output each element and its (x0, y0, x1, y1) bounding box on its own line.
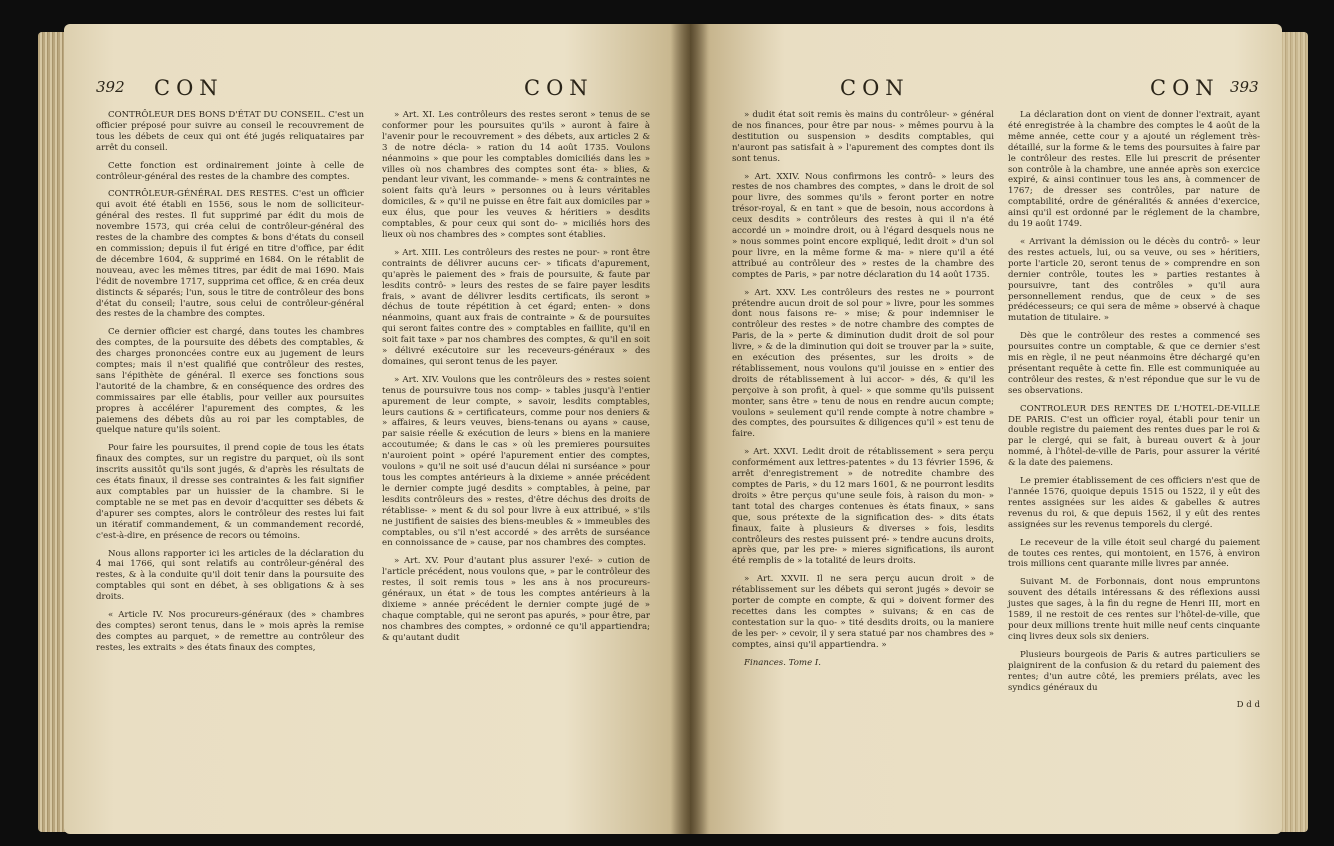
paragraph: « Arrivant la démission ou le décès du contrô- » leur des restes actuels, lui, ou sa veuve, ou ses » héritiers, porte l'article 20, seront tenus de » comprendre en son dernier contrôle, toutes les » parties restantes à poursuivre, tant des contrôles » qu'il aura personnellement rendus, que de ceux » de ses prédécesseurs; ce qui sera de même » observé à chaque mutation de titulaire. » (1008, 236, 1260, 324)
left-column-1 (96, 110, 364, 661)
paragraph: Ce dernier officier est chargé, dans toutes les chambres des comptes, de la poursuite des débets des comptables, & des charges prononcées contre eux au jugement de leurs comptes; mais il n'est qualifié que contrôleur des restes, sans l'épithète de général. Il exerce ses fonctions sous l'autorité de la chambre, & en conséquence des ordres des commissaires par elle établis, pour veiller aux poursuites propres à accélérer l'apurement des comptes, & les paiemens des débets dûs au roi par les comptables, de quelque nature qu'ils soient. (96, 327, 364, 436)
paragraph: Pour faire les poursuites, il prend copie de tous les états finaux des comptes, sur un registre du parquet, où ils sont inscrits aussitôt qu'ils sont jugés, & d'après les résultats de ces états finaux, il dresse ses contraintes & les fait signifier aux comptables par un huissier de la chambre. Si le comptable ne se met pas en devoir d'acquitter ses débets & d'apurer ses comptes, alors le contrôleur des restes lui fait un itératif commandement, & un commandement recordé, c'est-à-dire, en présence de recors ou témoins. (96, 443, 364, 541)
paragraph: La déclaration dont on vient de donner l'extrait, ayant été enregistrée à la chambre des comptes le 4 août de la même année, cette cour y a ajouté un réglement très-détaillé, sur la forme & le tems des poursuites à faire par le contrôleur des restes. Elle lui prescrit de présenter son contrôle à la chambre, une année après son exercice expiré, & ainsi continuer tous les ans, à commencer de 1767; de dresser ses contrôles, par nature de comptabilité, ordre de généralités & années d'exercice, ainsi qu'il est ordonné par le réglement de la chambre, du 19 août 1749. (1008, 110, 1260, 230)
paragraph: » Art. XI. Les contrôleurs des restes seront » tenus de se conformer pour les poursuites qu'ils » auront à faire à l'avenir pour le recouvrement » des débets, aux articles 2 & 3 de notre décla- » ration du 14 août 1735. Voulons néanmoins » que pour les comptables domiciliés dans les » villes où nos chambres des comptes sont éta- » blies, & pendant leur vivant, les commande- » mens & contraintes ne soient faits qu'à leurs » personnes ou à leurs véritables domiciles, & » qu'il ne puisse en être fait aux domiciles par » eux élus, que pour les veuves & héritiers » desdits comptables, & pour ceux qui sont do- » miciliés hors des lieux où nos chambres des » comptes sont établies. (382, 110, 650, 240)
paragraph: « Article IV. Nos procureurs-généraux (des » chambres des comptes) seront tenus, dans le » mois après la remise des comptes au parquet, » de remettre au contrôleur des restes, les extraits » des états finaux des comptes, (96, 610, 364, 653)
right-page-edges (1278, 32, 1308, 832)
footer-signature: Finances. Tome I. (744, 657, 822, 668)
paragraph: Plusieurs bourgeois de Paris & autres particuliers se plaignirent de la confusion & du retard du paiement des rentes; d'un autre côté, les premiers prélats, avec les syndics généraux du (1008, 649, 1260, 693)
right-column-2 (1008, 110, 1260, 718)
paragraph: Suivant M. de Forbonnais, dont nous empruntons souvent des détails intéressans & des réflexions aussi justes que sages, à la fin du regne de Henri III, mort en 1589, il ne restoit de ces rentes sur l'hôtel-de-ville, que pour deux millions trente huit mille neuf cents cinquante cinq livres deux sols six deniers. (1008, 577, 1260, 642)
left-page (64, 24, 690, 834)
paragraph: Nous allons rapporter ici les articles de la déclaration du 4 mai 1766, qui sont relatifs au contrôleur-général des restes, & à la conduite qu'il doit tenir dans la poursuite des comptables qui sont en débet, à ses obligations & à ses droits. (96, 548, 364, 603)
right-page (690, 24, 1282, 834)
paragraph: » Art. XV. Pour d'autant plus assurer l'exé- » cution de l'article précédent, nous voulons que, » par le contrôleur des restes, il soit remis tous » les ans à nos procureurs-généraux, un état » de tous les comptes antérieurs à la dixieme » année précédent le dernier compte jugé de » chaque comptable, qui ne seront pas apurés, » pour être, par nos chambres des comptes, » ordonné ce qu'il appartiendra; & qu'autant dudit (382, 556, 650, 643)
paragraph: » Art. XXVI. Ledit droit de rétablissement » sera perçu conformément aux lettres-patentes » du 13 février 1596, & arrêt d'enregistrement » de notredite chambre des comptes de Paris, » du 12 mars 1601, & ne pourront lesdits droits » être perçus qu'une seule fois, à raison du mon- » tant total des charges contenues ès états finaux, » sans que, sous prétexte de la signification des- » dits états finaux, faite à plusieurs & diverses » fois, lesdits contrôleurs des restes puissent pré- » tendre aucuns droits, après que, par les pre- » mieres significations, ils auront été remplis de » la totalité de leurs droits. (732, 447, 994, 567)
left-running-head-1: CON (154, 76, 224, 100)
open-book (38, 18, 1308, 840)
paragraph: CONTRÔLEUR-GÉNÉRAL DES RESTES. C'est un officier qui avoit été établi en 1556, sous le nom de solliciteur-général des restes. Il fut supprimé par édit du mois de novembre 1573, qui créa celui de contrôleur-général des restes de la chambre des comptes & bons d'états du conseil en commission; depuis il fut érigé en titre d'office, par édit de décembre 1604, & supprimé en 1684. On le rétablit de nouveau, avec les mêmes titres, par édit de mai 1690. Mais l'édit de novembre 1717, supprima cet office, & en créa deux distincts & séparés; l'un, sous le titre de contrôleur des bons d'état du conseil; l'autre, sous celui de contrôleur-général des restes de la chambre des comptes. (96, 189, 364, 320)
book-gutter (670, 24, 710, 834)
signature-mark: D d d (1236, 700, 1260, 711)
paragraph: Dès que le contrôleur des restes a commencé ses poursuites contre un comptable, & que ce dernier s'est mis en règle, il ne peut néanmoins être déchargé qu'en présentant requête à cette fin. Elle est communiquée au contrôleur des restes, & n'est répondue que sur le vu de ses observations. (1008, 331, 1260, 396)
paragraph: Cette fonction est ordinairement jointe à celle de contrôleur-général des restes de la chambre des comptes. (96, 160, 364, 182)
right-running-head-2: CON (1150, 76, 1220, 100)
paragraph: » Art. XXV. Les contrôleurs des restes ne » pourront prétendre aucun droit de sol pour » livre, pour les sommes dont nous faisons re- » mise; & pour indemniser le contrôleur des restes » de notre chambre des comptes de Paris, de la » perte & diminution dudit droit de sol pour livre, » & de la diminution qui doit se trouver par la » suite, en exécution des présentes, sur les droits » de rétablissement, nous voulons qu'il jouisse en » entier des droits de rétablissement à lui accor- » dés, & qu'il les perçoive à son profit, à quel- » que somme qu'ils puissent monter, sans être » tenu de nous en rendre aucun compte; voulons » seulement qu'il rende compte à notre chambre » des comptes, des poursuites & diligences qu'il » est tenu de faire. (732, 287, 994, 440)
paragraph: Le receveur de la ville étoit seul chargé du paiement de toutes ces rentes, qui montoient, en 1576, à environ trois millions cent quarante mille livres par année. (1008, 537, 1260, 570)
left-running-head-2: CON (524, 76, 594, 100)
paragraph: » Art. XIII. Les contrôleurs des restes ne pour- » ront être contraints de délivrer aucuns cer- » tificats d'apurement, qu'après le paiement des » frais de poursuite, & faute par lesdits contrô- » leurs des restes de se faire payer lesdits frais, » avant de délivrer lesdits certificats, ils seront » déchus de toute répétition à cet égard; enten- » dons néanmoins, quant aux frais de contrainte » & de poursuites qui seront faites contre des » comptables en faillite, qu'il en soit fait taxe » par nos chambres des comptes, & qu'il en soit » délivré exécutoire sur les receveurs-généraux » des domaines, qui seront tenus de les payer. (382, 247, 650, 367)
paragraph: » Art. XXIV. Nous confirmons les contrô- » leurs des restes de nos chambres des comptes, » dans le droit de sol pour livre, des sommes qu'ils » feront porter en notre trésor-royal, & en tant » que de besoin, nous accordons à ceux desdits » contrôleurs des restes à qui il n'a été accordé un » moindre droit, ou à l'égard desquels nous ne » nous sommes point encore expliqué, ledit droit » d'un sol pour livre, en la même forme & ma- » niere qu'il a été attribué au contrôleur des » restes de la chambre des comptes de Paris, » par notre déclaration du 14 août 1735. (732, 171, 994, 280)
paragraph: » Art. XXVII. Il ne sera perçu aucun droit » de rétablissement sur les débets qui seront jugés » devoir se porter de compte en compte, & qui » doivent former des recettes dans les comptes » suivans; & en cas de contestation sur la quo- » tité desdits droits, ou la maniere de les per- » cevoir, il y sera statué par nos chambres des » comptes, ainsi qu'il appartiendra. » (732, 574, 994, 650)
right-page-number: 393 (1230, 78, 1259, 96)
paragraph: Le premier établissement de ces officiers n'est que de l'année 1576, quoique depuis 1515 ou 1522, il y eût des rentes assignées sur les aides & gabelles & autres revenus du roi, & que depuis 1562, il y eût des rentes assignées sur les revenus temporels du clergé. (1008, 476, 1260, 530)
right-running-head-1: CON (840, 76, 910, 100)
paragraph: » dudit état soit remis ès mains du contrôleur- » général de nos finances, pour être par nous- » mêmes pourvu à la destitution ou suspension » desdits comptables, qui n'auront pas satisfait à » l'apurement des comptes dont ils sont tenus. (732, 110, 994, 164)
left-page-number: 392 (96, 78, 125, 96)
left-column-2 (382, 110, 650, 651)
right-column-1 (732, 110, 994, 676)
paragraph: CONTRÔLEUR DES BONS D'ÉTAT DU CONSEIL. C'est un officier préposé pour suivre au conseil le recouvrement de tous les débets de ceux qui ont été jugés reliquataires par arrêt du conseil. (96, 110, 364, 153)
paragraph: » Art. XIV. Voulons que les contrôleurs des » restes soient tenus de poursuivre tous nos comp- » tables jusqu'à l'entier apurement de leur compte, » savoir, lesdits comptables, leurs cautions & » certificateurs, comme pour nos deniers & » affaires, & leurs veuves, biens-tenans ou ayans » cause, par saisie réelle & exécution de leurs » biens en la maniere accoutumée; & dans le cas » où les premieres poursuites n'auroient point » opéré l'apurement entier des comptes, voulons » qu'il ne soit usé d'aucun délai ni surséance » pour tous les comptes antérieurs à la dixieme » année précédent le dernier compte jugé desdits » comptables, à peine, par lesdits contrôleurs des » restes, d'être déchus des droits de rétablisse- » ment & du sol pour livre à eux attribué, » s'ils ne justifient de saisies des biens-meubles & » immeubles des comptables, ou s'il n'est accordé » des arrêts de surséance en connoissance de » cause, par nos chambres des comptes. (382, 374, 650, 549)
paragraph: CONTROLEUR DES RENTES DE L'HOTEL-DE-VILLE DE PARIS. C'est un officier royal, établi pour tenir un double registre du paiement des rentes dues par le roi & par le clergé, qui se fait, à bureau ouvert & à jour nommé, à l'hôtel-de-ville de Paris, pour assurer la vérité & la date des paiemens. (1008, 403, 1260, 469)
